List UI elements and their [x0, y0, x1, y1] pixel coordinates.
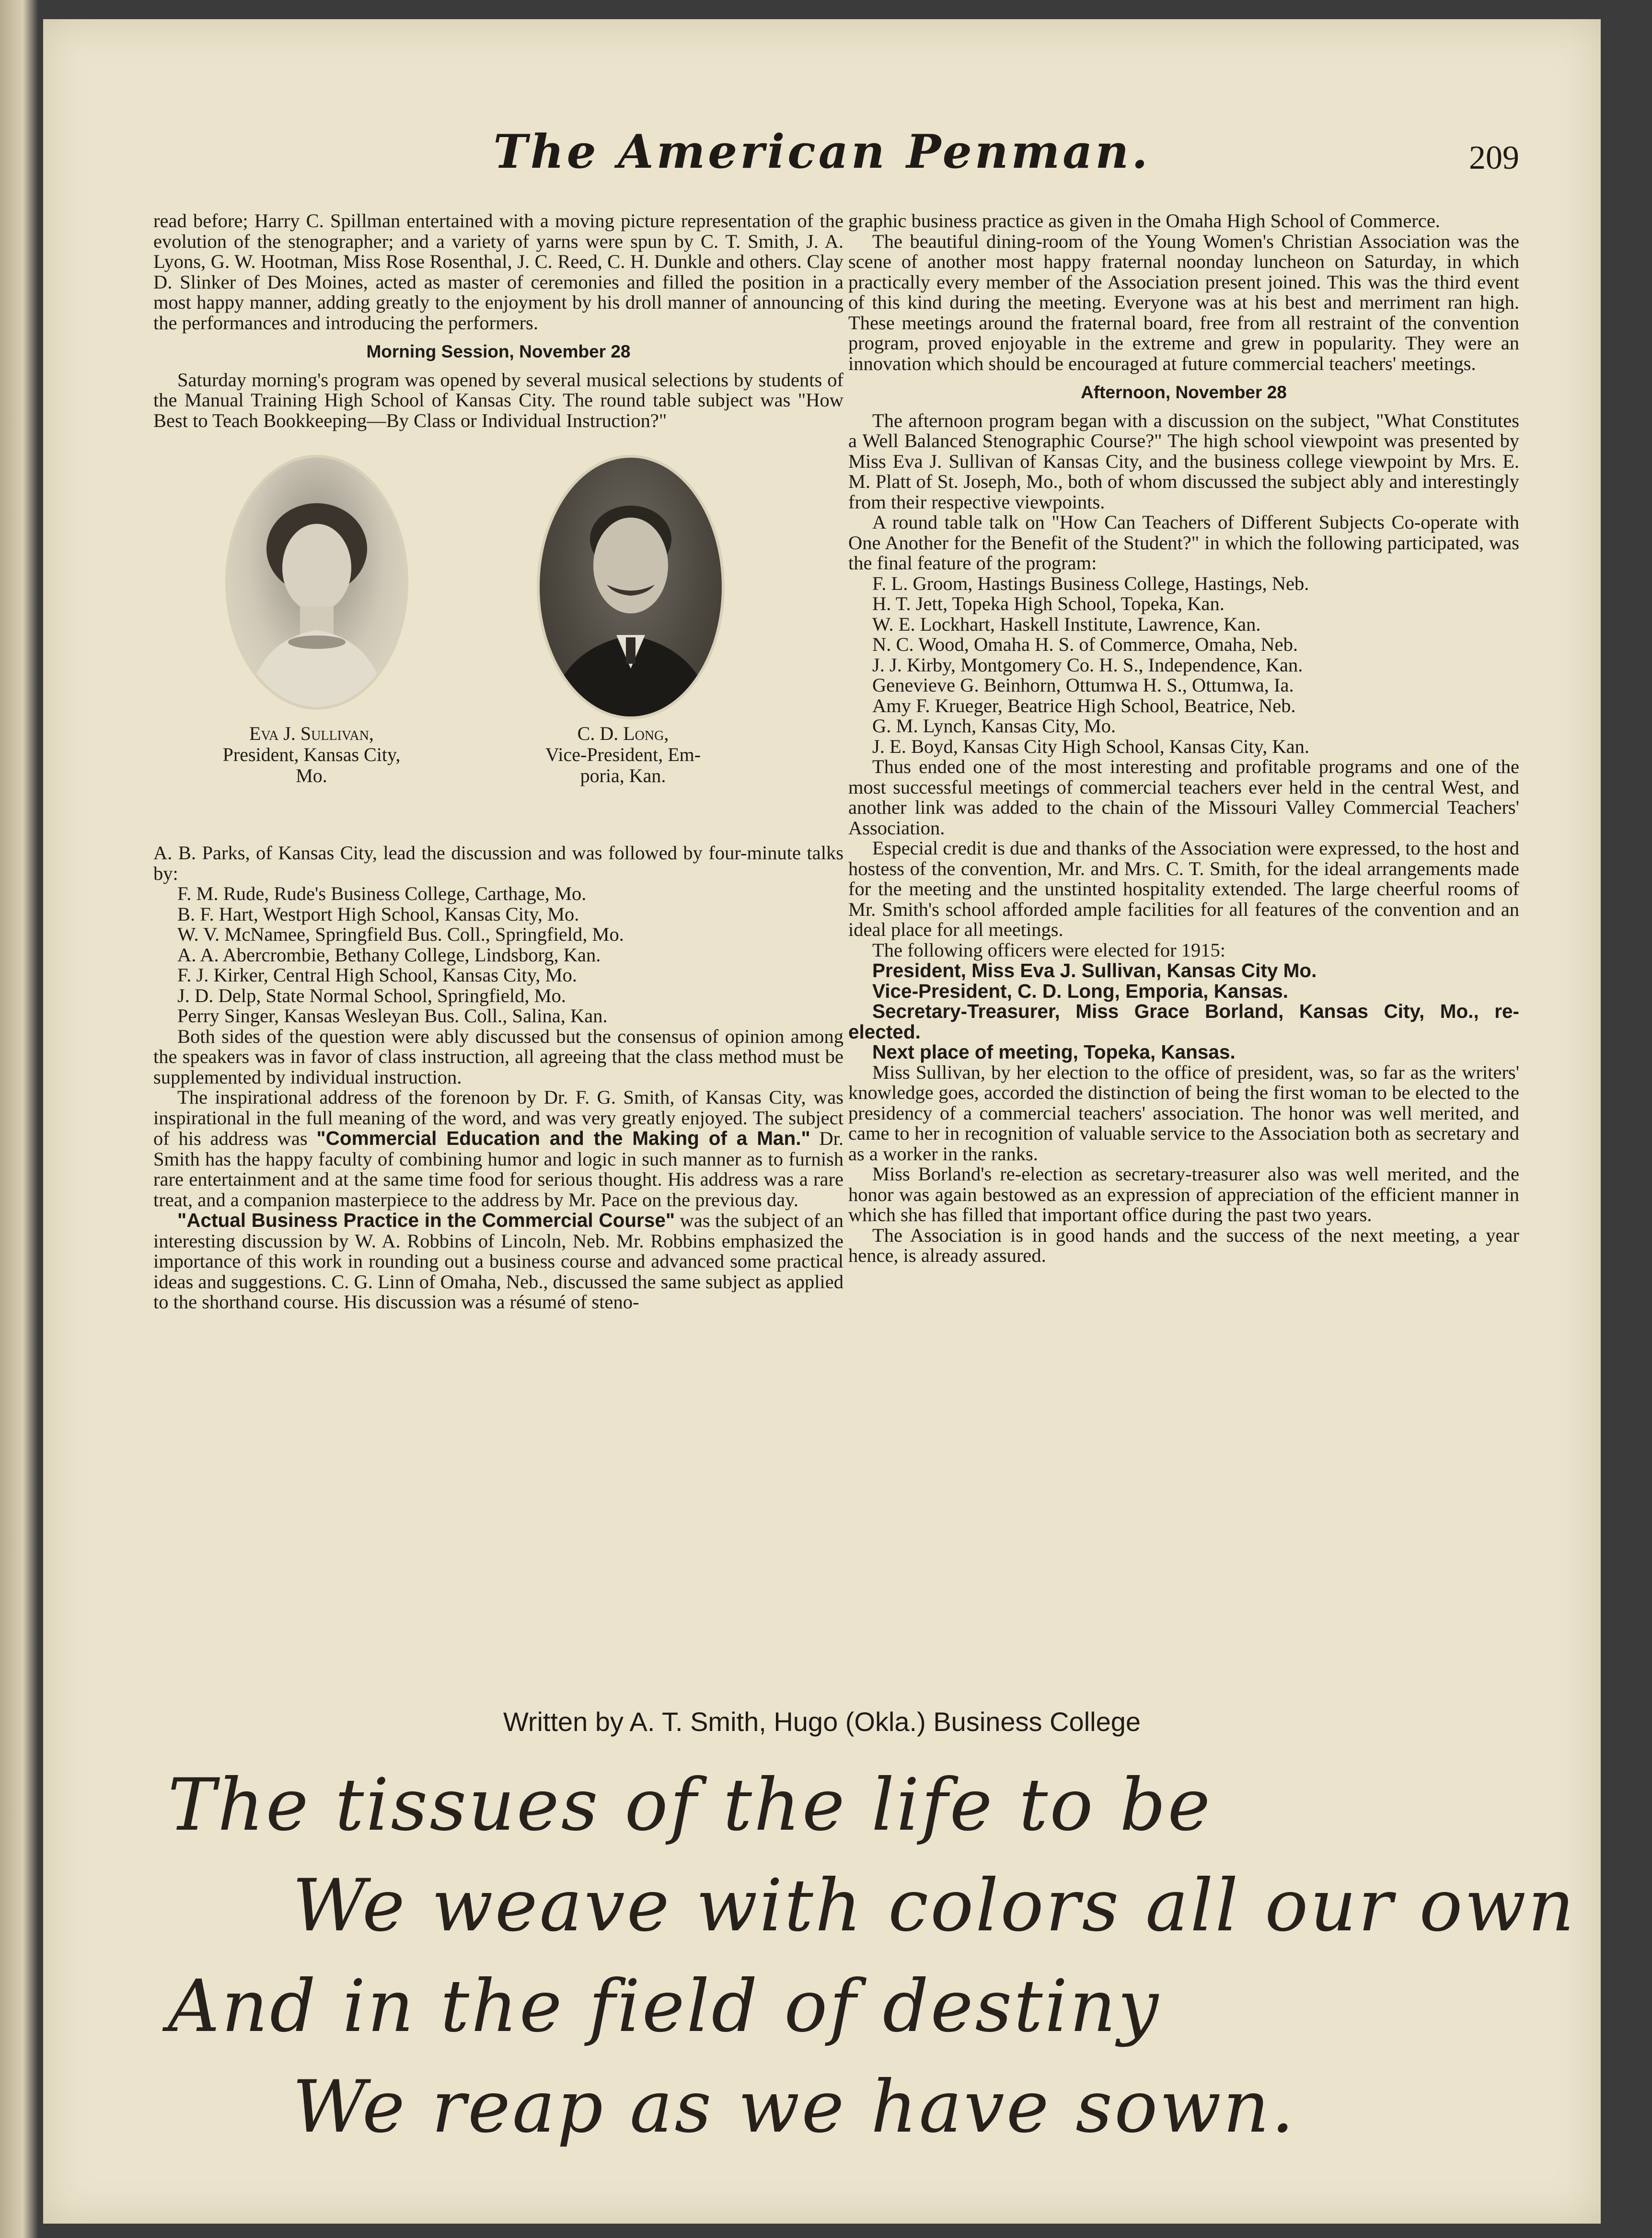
- right-column: [848, 211, 1519, 1266]
- section-heading-morning: Morning Session, November 28: [366, 342, 631, 361]
- officer-president: President, Miss Eva J. Sullivan, Kansas City Mo.: [872, 959, 1317, 981]
- script-verse-line: We reap as we have sown.: [292, 2065, 1296, 2149]
- portrait-photo-long: [537, 455, 725, 719]
- list-item: J. E. Boyd, Kansas City High School, Kansas City, Kan.: [872, 735, 1309, 757]
- list-item: F. J. Kirker, Central High School, Kansas City, Mo.: [177, 964, 577, 986]
- next-meeting: Next place of meeting, Topeka, Kansas.: [872, 1041, 1236, 1063]
- list-item: G. M. Lynch, Kansas City, Mo.: [872, 715, 1116, 737]
- list-item: F. M. Rude, Rude's Business College, Carthage, Mo.: [177, 883, 587, 904]
- list-item: W. E. Lockhart, Haskell Institute, Lawrence, Kan.: [872, 613, 1261, 635]
- man-portrait-icon: [540, 458, 722, 716]
- portrait-photo-sullivan: [225, 455, 408, 710]
- caption-sullivan: [196, 723, 427, 786]
- paragraph: Thus ended one of the most interesting and profitable programs and one of the most successful meetings of commercial teachers ever held in the central West, and another link was added to the chain of the Missouri Valley Commercial Teachers' Association.: [848, 756, 1519, 839]
- paragraph: Miss Borland's re-election as secretary-treasurer also was well merited, and the honor was again bestowed as an expression of appreciation of the efficient manner in which she has filled that important office during the past two years.: [848, 1163, 1519, 1225]
- text-run: Dr. Smith has the happy faculty of combining humor and logic in such manner as to furnish rare entertainment and at the same time food for serious thought. His address was a rare treat, and a companion masterpiece to the address by Mr. Pace on the previous day.: [153, 1128, 844, 1211]
- left-column: [153, 211, 843, 1313]
- caption-role: Mo.: [296, 765, 327, 786]
- page-number: 209: [1469, 139, 1519, 176]
- magazine-page: [43, 19, 1601, 2224]
- list-item: A. A. Abercrombie, Bethany College, Lindsborg, Kan.: [177, 944, 601, 966]
- paragraph: The afternoon program began with a discussion on the subject, "What Constitutes a Well Balanced Stenographic Course?" The high school viewpoint was presented by Miss Eva J. Sullivan of Kansas City, and the business college viewpoint by Mrs. E. M. Platt of St. Joseph, Mo., both of whom discussed the subject ably and interestingly from their respective viewpoints.: [848, 409, 1519, 513]
- caption-name: Eva J. Sullivan,: [249, 723, 374, 744]
- paragraph: graphic business practice as given in the Omaha High School of Commerce.: [848, 210, 1440, 231]
- paragraph: read before; Harry C. Spillman entertained with a moving picture representation of the evolution of the stenographer; and a variety of yarns were spun by C. T. Smith, J. A. Lyons, G. W. Hootman, Miss Rose Rosenthal, J. C. Reed, C. H. Dunkle and others. Clay D. Slinker of Des Moines, acted as master of ceremonies and filled the position in a most happy manner, adding greatly to the enjoyment by his droll manner of announcing the performances and introducing the performers.: [153, 210, 843, 334]
- officer-secretary-treasurer: Secretary-Treasurer, Miss Grace Borland, Kansas City, Mo., re-elected.: [848, 1000, 1519, 1043]
- paragraph: The Association is in good hands and the success of the next meeting, a year hence, is already assured.: [848, 1224, 1519, 1266]
- penmanship-credit: Written by A. T. Smith, Hugo (Okla.) Business College: [503, 1707, 1141, 1737]
- paragraph: The beautiful dining-room of the Young Women's Christian Association was the scene of another most happy fraternal noonday luncheon on Saturday, in which practically every member of the Association present joined. This was the third event of this kind during the meeting. Everyone was at his best and merriment ran high. These meetings around the fraternal board, free from all restraint of the convention program, proved enjoyable in the extreme and grew in popularity. They were an innovation which should be encouraged at future commercial teachers' meetings.: [848, 230, 1519, 374]
- paragraph: Especial credit is due and thanks of the Association were expressed, to the host and hostess of the convention, Mr. and Mrs. C. T. Smith, for the ideal arrangements made for the meeting and the unstinted hospitality extended. The large cheerful rooms of Mr. Smith's school afforded ample facilities for all features of the convention and an ideal place for all meetings.: [848, 837, 1519, 940]
- caption-long: [508, 723, 738, 786]
- paragraph: [153, 1087, 843, 1210]
- list-item: B. F. Hart, Westport High School, Kansas City, Mo.: [177, 903, 579, 925]
- caption-role: poria, Kan.: [580, 765, 666, 786]
- script-verse-line: We weave with colors all our own: [292, 1864, 1576, 1948]
- list-item: H. T. Jett, Topeka High School, Topeka, Kan.: [872, 593, 1225, 614]
- paragraph: The following officers were elected for 1915:: [872, 939, 1225, 961]
- list-item: J. J. Kirby, Montgomery Co. H. S., Independence, Kan.: [872, 654, 1303, 676]
- paragraph: Saturday morning's program was opened by several musical selections by students of the Manual Training High School of Kansas City. The round table subject was "How Best to Teach Bookkeeping—By Class or Individual Instruction?": [153, 369, 843, 431]
- list-item: Perry Singer, Kansas Wesleyan Bus. Coll., Salina, Kan.: [177, 1005, 608, 1027]
- script-verse-line: The tissues of the life to be: [168, 1764, 1213, 1847]
- participants-list: [848, 574, 1519, 757]
- section-heading-afternoon: Afternoon, November 28: [1081, 382, 1287, 402]
- portraits: [153, 450, 843, 843]
- caption-role: Vice-President, Em-: [545, 744, 701, 765]
- previous-page-edge: [0, 0, 38, 2238]
- officer-vice-president: Vice-President, C. D. Long, Emporia, Kansas.: [872, 980, 1288, 1002]
- masthead: The American Penman.: [493, 125, 1151, 179]
- address-title: "Commercial Education and the Making of a Man.": [316, 1127, 810, 1149]
- paragraph: [153, 1210, 843, 1313]
- text-run: The inspirational address of the forenoon by Dr. F. G. Smith, of Kansas City, was inspirational in the full meaning of the word, and was very greatly enjoyed. The subject of his address was: [153, 1086, 843, 1149]
- text-run: was the subject of an interesting discussion by W. A. Robbins of Lincoln, Neb. Mr. Robbins emphasized the importance of this work in rounding out a business course and advanced some practical ideas and suggestions. C. G. Linn of Omaha, Neb., discussed the same subject as applied to the shorthand course. His discussion was a résumé of steno-: [153, 1210, 843, 1313]
- talks-list: [153, 884, 843, 1027]
- caption-role: President, Kansas City,: [222, 744, 401, 765]
- script-verse-line: And in the field of destiny: [168, 1965, 1161, 2048]
- list-item: W. V. McNamee, Springfield Bus. Coll., Springfield, Mo.: [177, 923, 624, 945]
- list-item: J. D. Delp, State Normal School, Springfield, Mo.: [177, 984, 566, 1006]
- discussion-title: "Actual Business Practice in the Commercial Course": [177, 1209, 675, 1231]
- paragraph: Both sides of the question were ably discussed but the consensus of opinion among the speakers was in favor of class instruction, all agreeing that the class method must be supplemented by individual instruction.: [153, 1025, 843, 1088]
- woman-portrait-icon: [228, 458, 405, 707]
- paragraph: A round table talk on "How Can Teachers of Different Subjects Co-operate with One Another for the Benefit of the Student?" in which the following participated, was the final feature of the program:: [848, 511, 1519, 574]
- list-item: Amy F. Krueger, Beatrice High School, Beatrice, Neb.: [872, 694, 1296, 716]
- paragraph: A. B. Parks, of Kansas City, lead the discussion and was followed by four-minute talks by:: [153, 842, 843, 884]
- list-item: Genevieve G. Beinhorn, Ottumwa H. S., Ottumwa, Ia.: [872, 674, 1294, 696]
- list-item: N. C. Wood, Omaha H. S. of Commerce, Omaha, Neb.: [872, 634, 1298, 655]
- caption-name: C. D. Long,: [577, 723, 669, 744]
- paragraph: Miss Sullivan, by her election to the office of president, was, so far as the writers' knowledge goes, accorded the distinction of being the first woman to be elected to the presidency of a commercial teachers' association. The honor was well merited, and came to her in recognition of valuable service to the Association both as secretary and as a worker in the ranks.: [848, 1061, 1519, 1165]
- list-item: F. L. Groom, Hastings Business College, Hastings, Neb.: [872, 572, 1309, 594]
